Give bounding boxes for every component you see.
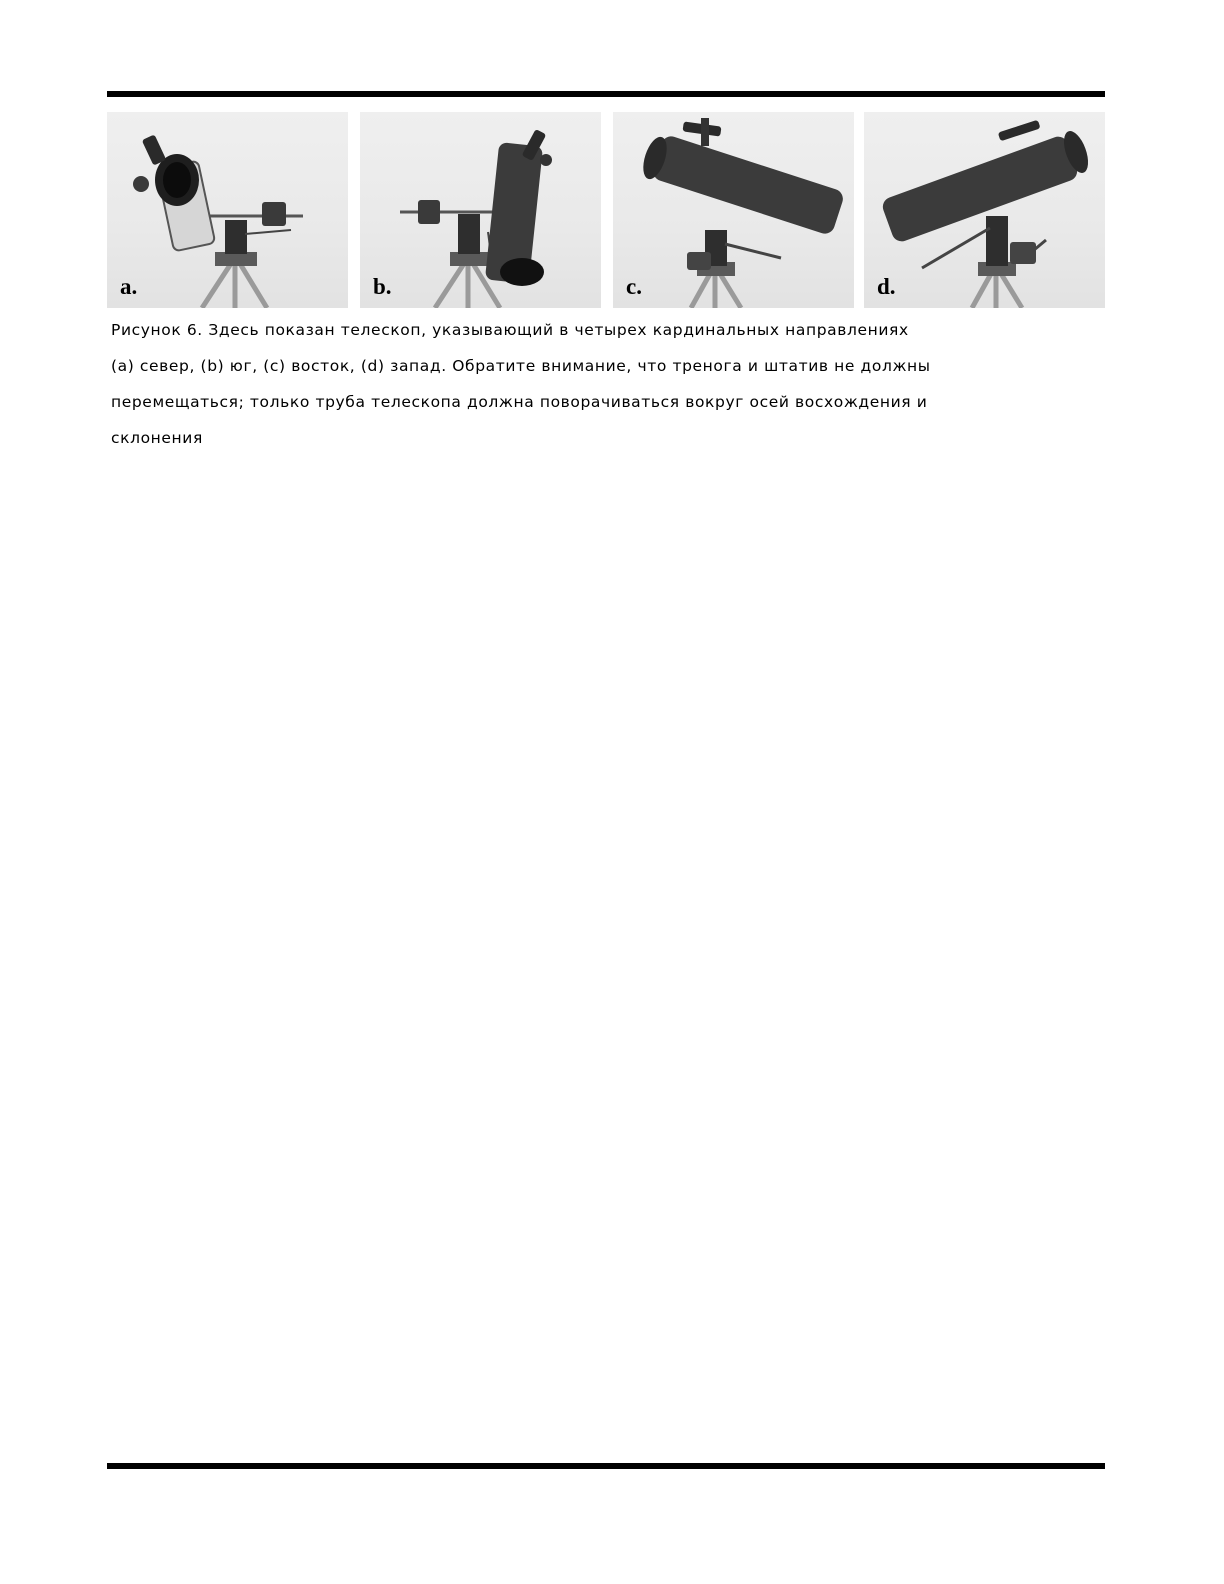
panel-label-d: d. [877,274,896,299]
telescope-photo-south [360,112,601,308]
telescope-photo-north [107,112,348,308]
top-rule [107,91,1105,97]
caption-line: перемещаться; только труба телескопа должна поворачиваться вокруг осей восхождения и [111,393,928,411]
caption-line: (a) север, (b) юг, (c) восток, (d) запад. Обратите внимание, что тренога и штатив не должны [111,357,931,375]
bottom-rule [107,1463,1105,1469]
telescope-illustration-north [107,112,348,308]
telescope-photo-east [613,112,854,308]
caption-line: склонения [111,429,203,447]
telescope-figure [107,112,1105,308]
panel-label-a: a. [120,274,138,299]
telescope-illustration-south [360,112,601,308]
panel-label-c: c. [626,274,642,299]
telescope-illustration-east [613,112,854,308]
figure-caption [111,312,1091,456]
panel-label-b: b. [373,274,392,299]
telescope-illustration-west [864,112,1105,308]
telescope-photo-west [864,112,1105,308]
caption-line: Рисунок 6. Здесь показан телескоп, указывающий в четырех кардинальных направлениях [111,321,909,339]
